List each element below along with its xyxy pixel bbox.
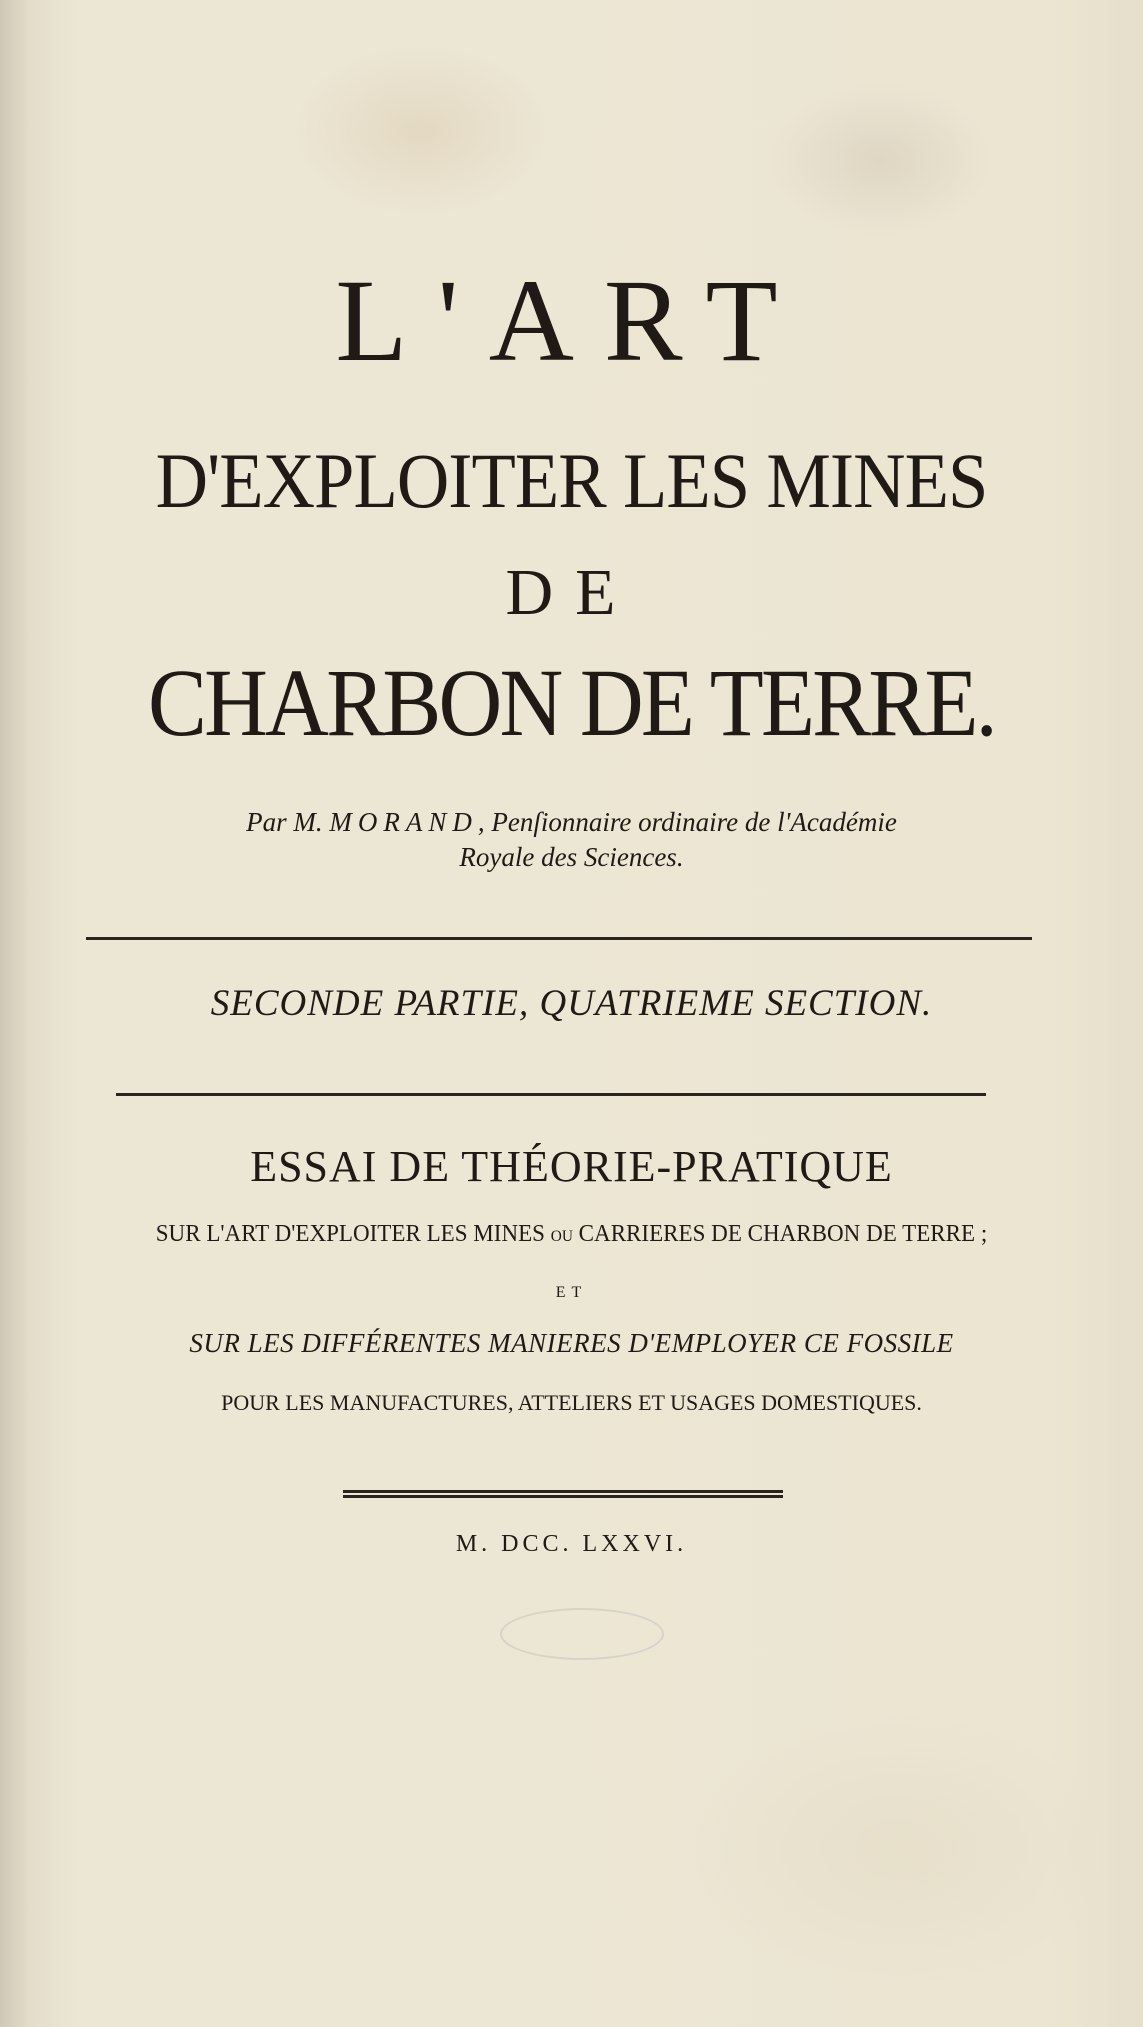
double-rule-ornament	[343, 1490, 783, 1498]
title-charbon-de-terre: CHARBON DE TERRE.	[148, 649, 995, 756]
divider-rule	[116, 1093, 986, 1096]
author-name: MORAND	[329, 807, 478, 837]
subtitle-line-1-a: SUR L'ART D'EXPLOITER LES MINES	[155, 1221, 551, 1247]
section-heading: SECONDE PARTIE, QUATRIEME SECTION.	[210, 983, 933, 1024]
divider-rule	[86, 937, 1032, 940]
subtitle-line-3: POUR LES MANUFACTURES, ATTELIERS ET USAGES DOMESTIQUES.	[221, 1390, 922, 1415]
author-prefix: Par M.	[246, 807, 330, 837]
subtitle-line-1-b: CARRIERES DE CHARBON DE TERRE ;	[572, 1221, 988, 1247]
subtitle-line-1-ou: OU	[550, 1228, 573, 1245]
title-lart: L'ART	[335, 255, 808, 386]
title-de: DE	[505, 556, 638, 629]
subtitle-line-1	[23, 1222, 1120, 1246]
author-line-1	[0, 805, 1143, 840]
publication-date: M. DCC. LXXVI.	[455, 1531, 688, 1557]
subtitle-line-2: SUR LES DIFFÉRENTES MANIERES D'EMPLOYER CE FOSSILE	[189, 1328, 954, 1358]
author-line-2: Royale des Sciences.	[459, 842, 684, 873]
library-stamp-bleedthrough	[500, 1608, 664, 1660]
title-dexploiter-les-mines: D'EXPLOITER LES MINES	[155, 437, 988, 524]
author-statement	[0, 805, 1143, 875]
subtitle-conjunction: ET	[555, 1284, 588, 1301]
author-suffix: , Penſionnaire ordinaire de l'Académie	[477, 807, 897, 837]
subtitle-heading: ESSAI DE THÉORIE-PRATIQUE	[250, 1142, 893, 1191]
